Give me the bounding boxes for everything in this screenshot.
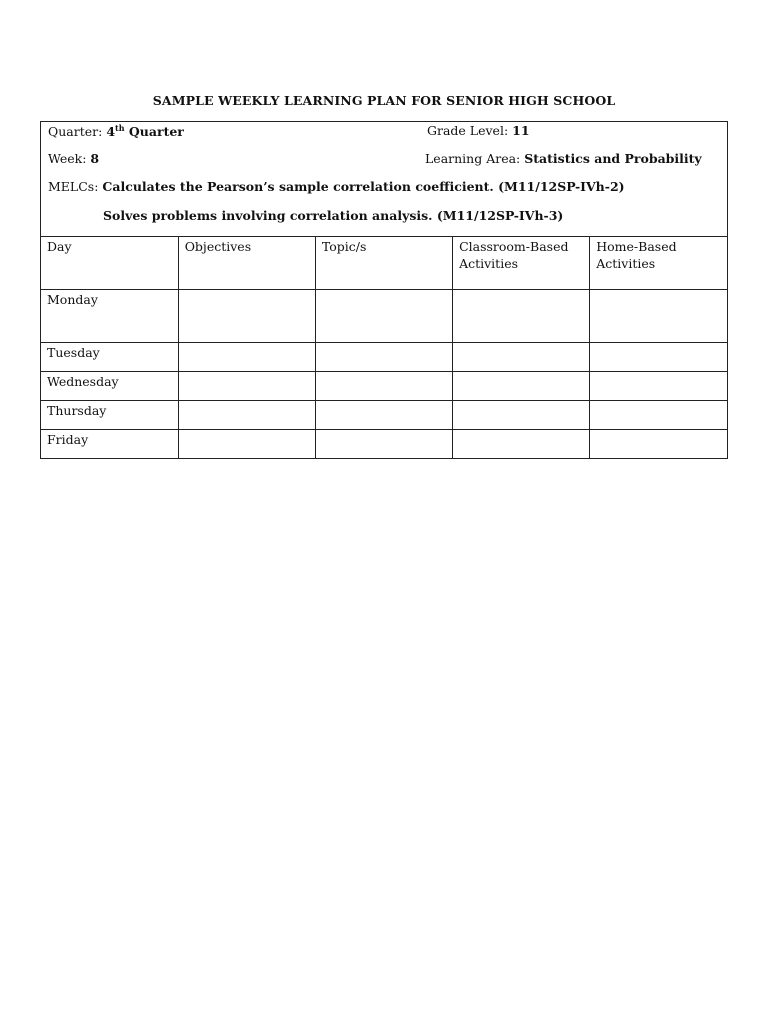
quarter-word: Quarter bbox=[128, 124, 184, 140]
topics-cell bbox=[315, 289, 452, 342]
header-topics: Topic/s bbox=[315, 237, 452, 289]
classroom-activities-cell bbox=[453, 342, 590, 371]
home-activities-cell bbox=[590, 342, 727, 371]
table-row bbox=[41, 429, 727, 458]
table-row bbox=[41, 400, 727, 429]
melc-2-field bbox=[103, 208, 563, 223]
table-row bbox=[41, 371, 727, 400]
home-activities-cell bbox=[590, 371, 727, 400]
objectives-cell bbox=[178, 342, 315, 371]
home-activities-cell bbox=[590, 429, 727, 458]
learning-area-value: Statistics and Probability bbox=[524, 151, 702, 166]
page-title: SAMPLE WEEKLY LEARNING PLAN FOR SENIOR HIGH SCHOOL bbox=[152, 93, 616, 108]
topics-cell bbox=[315, 342, 452, 371]
table-header-row bbox=[41, 237, 727, 289]
daily-schedule-table bbox=[41, 237, 727, 458]
home-activities-cell bbox=[590, 400, 727, 429]
day-cell: Monday bbox=[41, 289, 178, 342]
table-row bbox=[41, 342, 727, 371]
topics-cell bbox=[315, 371, 452, 400]
week-field bbox=[48, 151, 99, 166]
learning-plan-table bbox=[40, 121, 728, 459]
header-classroom-activities: Classroom-Based Activities bbox=[453, 237, 590, 289]
classroom-activities-cell bbox=[453, 371, 590, 400]
melc-2: Solves problems involving correlation analysis. (M11/12SP-IVh-3) bbox=[103, 208, 564, 223]
learning-area-field bbox=[425, 151, 702, 166]
classroom-activities-cell bbox=[453, 400, 590, 429]
plan-info-section bbox=[41, 122, 727, 237]
day-cell: Friday bbox=[41, 429, 178, 458]
quarter-ordinal: th bbox=[115, 123, 125, 133]
grade-level-value: 11 bbox=[512, 123, 530, 138]
melc-1: Calculates the Pearson’s sample correlation coefficient. (M11/12SP-IVh-2) bbox=[102, 179, 625, 194]
header-day: Day bbox=[41, 237, 178, 289]
home-activities-cell bbox=[590, 289, 727, 342]
objectives-cell bbox=[178, 371, 315, 400]
grade-level-field bbox=[427, 123, 530, 138]
grade-level-label: Grade Level: bbox=[427, 123, 509, 138]
week-value: 8 bbox=[90, 151, 100, 166]
day-cell: Wednesday bbox=[41, 371, 178, 400]
classroom-activities-cell bbox=[453, 429, 590, 458]
table-row bbox=[41, 289, 727, 342]
quarter-field bbox=[48, 123, 184, 139]
melcs-label: MELCs: bbox=[48, 179, 99, 194]
header-home-activities: Home-Based Activities bbox=[590, 237, 727, 289]
week-label: Week: bbox=[48, 151, 87, 166]
topics-cell bbox=[315, 429, 452, 458]
objectives-cell bbox=[178, 289, 315, 342]
day-cell: Thursday bbox=[41, 400, 178, 429]
quarter-label: Quarter: bbox=[48, 124, 103, 140]
objectives-cell bbox=[178, 429, 315, 458]
quarter-number: 4 bbox=[106, 124, 116, 140]
objectives-cell bbox=[178, 400, 315, 429]
header-objectives: Objectives bbox=[178, 237, 315, 289]
learning-area-label: Learning Area: bbox=[425, 151, 521, 166]
classroom-activities-cell bbox=[453, 289, 590, 342]
day-cell: Tuesday bbox=[41, 342, 178, 371]
topics-cell bbox=[315, 400, 452, 429]
melc-1-field bbox=[48, 179, 625, 194]
